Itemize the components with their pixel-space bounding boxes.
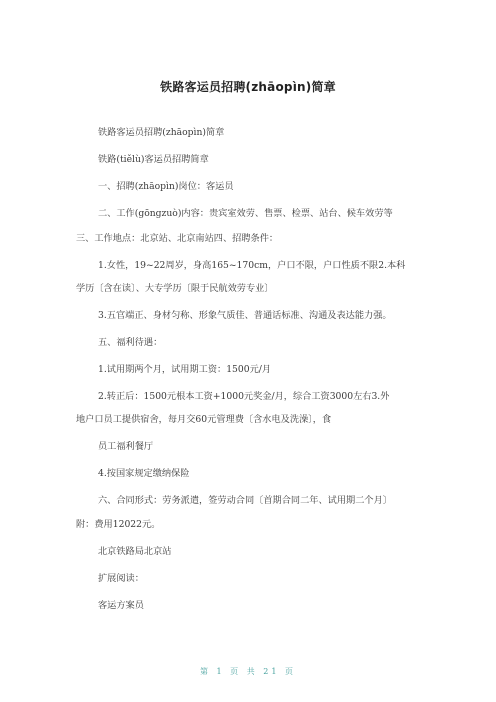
paragraph-line: 北京铁路局北京站 <box>98 546 172 557</box>
paragraph-line: 二、工作(gōngzuò)内容：贵宾室效劳、售票、检票、站台、候车效劳等 <box>98 208 393 219</box>
page-indicator: 第 1 页 共 21 页 <box>200 667 296 676</box>
paragraph-line: 扩展阅读： <box>98 573 144 584</box>
paragraph-line: 1.女性，19~22周岁，身高165~170cm，户口不限，户口性质不限2.本科 <box>98 260 406 271</box>
paragraph-line: 铁路客运员招聘(zhāopìn)简章 <box>98 127 225 138</box>
paragraph-line: 1.试用期两个月，试用期工资：1500元/月 <box>98 364 272 375</box>
paragraph-line: 三、工作地点：北京站、北京南站四、招聘条件： <box>76 233 279 244</box>
paragraph-line: 铁路(tiělù)客运员招聘简章 <box>98 154 209 165</box>
paragraph-line: 六、合同形式：劳务派遣，签劳动合同〔首期合同二年、试用期二个月〕 <box>98 495 392 506</box>
paragraph-line: 学历〔含在读〕、大专学历〔限于民航效劳专业〕 <box>76 283 274 294</box>
paragraph-line: 一、招聘(zhāopìn)岗位：客运员 <box>98 181 234 192</box>
paragraph-line: 3.五官端正、身材匀称、形象气质佳、普通话标准、沟通及表达能力强。 <box>98 310 392 321</box>
paragraph-line: 客运方案员 <box>98 600 144 611</box>
document-title: 铁路客运员招聘(zhāopìn)简章 <box>160 80 336 94</box>
paragraph-line: 员工福利餐厅 <box>98 441 154 452</box>
paragraph-line: 五、福利待遇： <box>98 337 163 348</box>
paragraph-line: 4.按国家规定缴纳保险 <box>98 468 190 479</box>
paragraph-line: 2.转正后：1500元根本工资+1000元奖金/月，综合工资3000左右3.外 <box>98 391 390 402</box>
paragraph-line: 地户口员工提供宿舍，每月交60元管理费〔含水电及洗澡〕，食 <box>76 414 332 425</box>
paragraph-line: 附：费用12022元。 <box>76 519 161 530</box>
